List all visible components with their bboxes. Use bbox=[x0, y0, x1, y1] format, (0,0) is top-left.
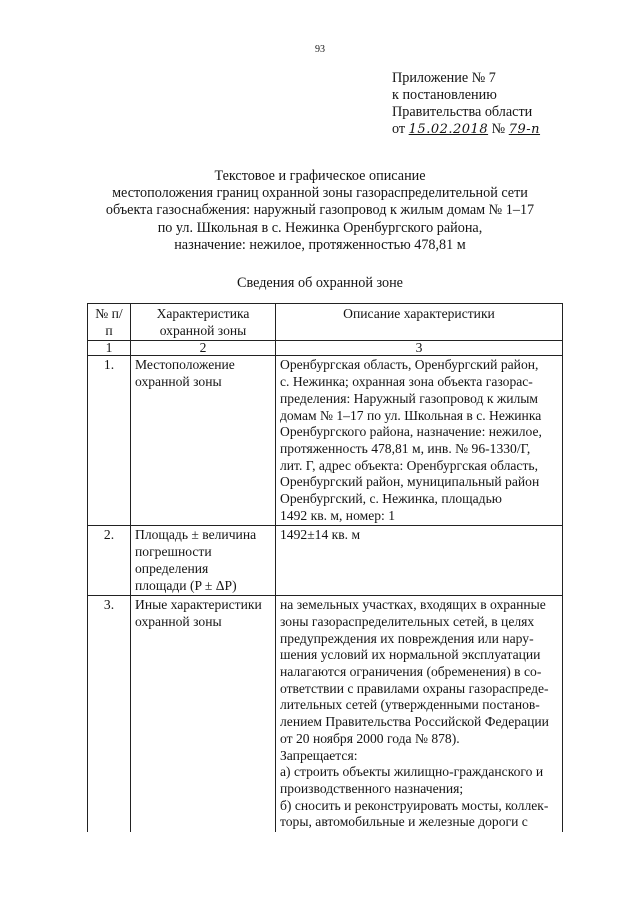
protection-zone-table bbox=[87, 303, 563, 832]
characteristic-line: определения bbox=[135, 560, 209, 576]
description-line: лением Правительства Российской Федерации bbox=[280, 714, 549, 730]
description-line: ответствии с правилами охраны газораспреде- bbox=[280, 680, 549, 696]
row-description bbox=[276, 526, 563, 596]
description-line: а) строить объекты жилищно-гражданского и bbox=[280, 764, 544, 780]
description-line: протяженность 478,81 м, инв. № 96-1330/Г, bbox=[280, 440, 531, 456]
handwritten-date: 15.02.2018 bbox=[408, 122, 489, 137]
characteristic-line: площади (P ± ΔP) bbox=[135, 577, 237, 593]
description-line: Оренбургский, с. Нежинка, площадью bbox=[280, 491, 502, 507]
table-row bbox=[88, 356, 563, 526]
row-number: 3. bbox=[88, 596, 131, 832]
page-number: 93 bbox=[315, 44, 325, 55]
description-line: лительных сетей (утвержденными постанов- bbox=[280, 697, 540, 713]
row-characteristic: Местоположение охранной зоны bbox=[131, 356, 276, 526]
description-line: шения условий их нормальной эксплуатации bbox=[280, 647, 541, 663]
description-line: предупреждения их повреждения или нару- bbox=[280, 630, 534, 646]
col-number-2: 2 bbox=[131, 341, 276, 356]
description-line: Оренбургский район, муниципальный район bbox=[280, 474, 540, 490]
title-line: по ул. Школьная в с. Нежинка Оренбургского района, bbox=[157, 219, 483, 236]
row-number: 2. bbox=[88, 526, 131, 596]
title-line: местоположения границ охранной зоны газораспределительной сети bbox=[112, 185, 528, 202]
description-line: домам № 1–17 по ул. Школьная в с. Нежинка bbox=[280, 407, 542, 423]
row-number: 1. bbox=[88, 356, 131, 526]
header-characteristic: Характеристика охранной зоны bbox=[131, 304, 276, 341]
document-title bbox=[0, 168, 640, 254]
number-prefix: № bbox=[491, 121, 506, 137]
description-line: 1492 кв. м, номер: 1 bbox=[280, 507, 396, 523]
appendix-block bbox=[392, 70, 540, 138]
description-line: Оренбургского района, назначение: нежилое, bbox=[280, 424, 542, 440]
description-line: пределения: Наружный газопровод к жилым bbox=[280, 390, 539, 406]
title-line: назначение: нежилое, протяженностью 478,81 м bbox=[174, 236, 466, 253]
appendix-date-line bbox=[392, 121, 540, 138]
description-line: Оренбургская область, Оренбургский район, bbox=[280, 357, 539, 373]
title-line: Текстовое и графическое описание bbox=[214, 168, 426, 184]
section-subtitle: Сведения об охранной зоне bbox=[237, 275, 403, 291]
description-line: зоны газораспределительных сетей, в целях bbox=[280, 613, 535, 629]
description-line: 1492±14 кв. м bbox=[280, 527, 361, 543]
title-line: объекта газоснабжения: наружный газопровод к жилым домам № 1–17 bbox=[105, 202, 535, 219]
header-number-text: № п/п bbox=[95, 306, 123, 338]
row-description bbox=[276, 356, 563, 526]
row-characteristic bbox=[131, 526, 276, 596]
description-line: Запрещается: bbox=[280, 747, 358, 763]
date-prefix: от bbox=[392, 121, 406, 137]
column-number-row bbox=[88, 341, 563, 356]
table-row bbox=[88, 596, 563, 832]
handwritten-number: 79-п bbox=[508, 122, 541, 137]
description-line: от 20 ноября 2000 года № 878). bbox=[280, 730, 460, 746]
description-line: на земельных участках, входящих в охранные bbox=[280, 597, 546, 613]
table-header-row bbox=[88, 304, 563, 341]
characteristic-line: Иные характеристики bbox=[135, 597, 262, 613]
characteristic-line: Площадь ± величина bbox=[135, 527, 257, 543]
description-line: производственного назначения; bbox=[280, 780, 464, 796]
description-line: с. Нежинка; охранная зона объекта газорас- bbox=[280, 374, 533, 390]
col-number-3: 3 bbox=[276, 341, 563, 356]
characteristic-line: погрешности bbox=[135, 544, 212, 560]
header-description: Описание характеристики bbox=[276, 304, 563, 341]
appendix-line-1: Приложение № 7 bbox=[392, 70, 496, 86]
row-characteristic bbox=[131, 596, 276, 832]
description-line: налагаются ограничения (обременения) в со- bbox=[280, 664, 542, 680]
col-number-1: 1 bbox=[88, 341, 131, 356]
table-row bbox=[88, 526, 563, 596]
characteristic-line: охранной зоны bbox=[135, 613, 222, 629]
description-line: лит. Г, адрес объекта: Оренбургская область, bbox=[280, 457, 538, 473]
appendix-line-3: Правительства области bbox=[392, 104, 533, 120]
description-line: торы, автомобильные и железные дороги с bbox=[280, 814, 528, 830]
appendix-line-2: к постановлению bbox=[392, 87, 497, 103]
row-description bbox=[276, 596, 563, 832]
header-number bbox=[88, 304, 131, 341]
description-line: б) сносить и реконструировать мосты, коллек- bbox=[280, 797, 549, 813]
